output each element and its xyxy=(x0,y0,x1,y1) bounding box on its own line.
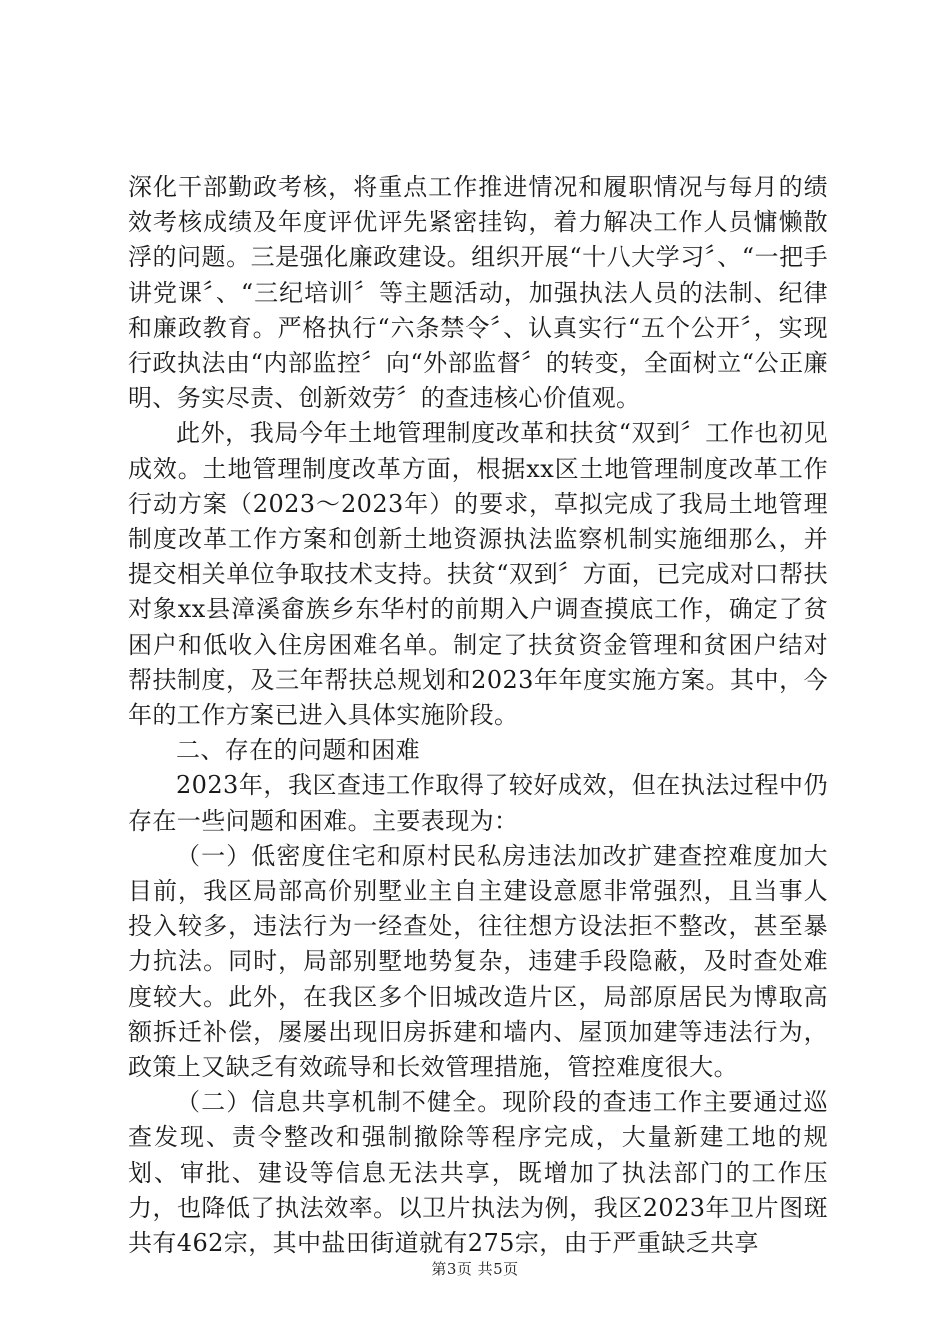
paragraph-integrity-building: 深化干部勤政考核，将重点工作推进情况和履职情况与每月的绩效考核成绩及年度评优评先紧密挂钩，着力解决工作人员慵懒散浮的问题。三是强化廉政建设。组织开展“十八大学习〞、“一把手讲党课〞、“三纪培训〞等主题活动，加强执法人员的法制、纪律和廉政教育。严格执行“六条禁令〞、认真实行“五个公开〞，实现行政执法由“内部监控〞向“外部监督〞的转变，全面树立“公正廉明、务实尽责、创新效劳〞的查违核心价值观。 xyxy=(128,173,828,413)
section-heading-problems: 二、存在的问题和困难 xyxy=(176,736,420,765)
document-body xyxy=(128,170,828,1261)
paragraph-problem-two: （二）信息共享机制不健全。现阶段的查违工作主要通过巡查发现、责令整改和强制撤除等程序完成，大量新建工地的规划、审批、建设等信息无法共享，既增加了执法部门的工作压力，也降低了执法效率。以卫片执法为例，我区2023年卫片图斑共有462宗，其中盐田街道就有275宗，由于严重缺乏共享 xyxy=(128,1088,828,1258)
paragraph-land-reform-poverty: 此外，我局今年土地管理制度改革和扶贫“双到〞工作也初见成效。土地管理制度改革方面，根据xx区土地管理制度改革工作行动方案（2023～2023年）的要求，草拟完成了我局土地管理制度改革工作方案和创新土地资源执法监察机制实施细那么，并提交相关单位争取技术支持。扶贫“双到〞方面，已完成对口帮扶对象xx县漳溪畲族乡东华村的前期入户调查摸底工作，确定了贫困户和低收入住房困难名单。制定了扶贫资金管理和贫困户结对帮扶制度，及三年帮扶总规划和2023年年度实施方案。其中，今年的工作方案已进入具体实施阶段。 xyxy=(128,419,828,730)
paragraph-problem-one: （一）低密度住宅和原村民私房违法加改扩建查控难度加大目前，我区局部高价别墅业主自主建设意愿非常强烈，且当事人投入较多，违法行为一经查处，往往想方设法拒不整改，甚至暴力抗法。同时，局部别墅地势复杂，违建手段隐蔽，及时查处难度较大。此外，在我区多个旧城改造片区，局部原居民为博取高额拆迁补偿，屡屡出现旧房拆建和墙内、屋顶加建等违法行为，政策上又缺乏有效疏导和长效管理措施，管控难度很大。 xyxy=(128,841,828,1082)
paragraph-problems-intro: 2023年，我区查违工作取得了较好成效，但在执法过程中仍存在一些问题和困难。主要表现为： xyxy=(128,771,828,835)
page-number-footer: 第3页 共5页 xyxy=(431,1260,519,1278)
